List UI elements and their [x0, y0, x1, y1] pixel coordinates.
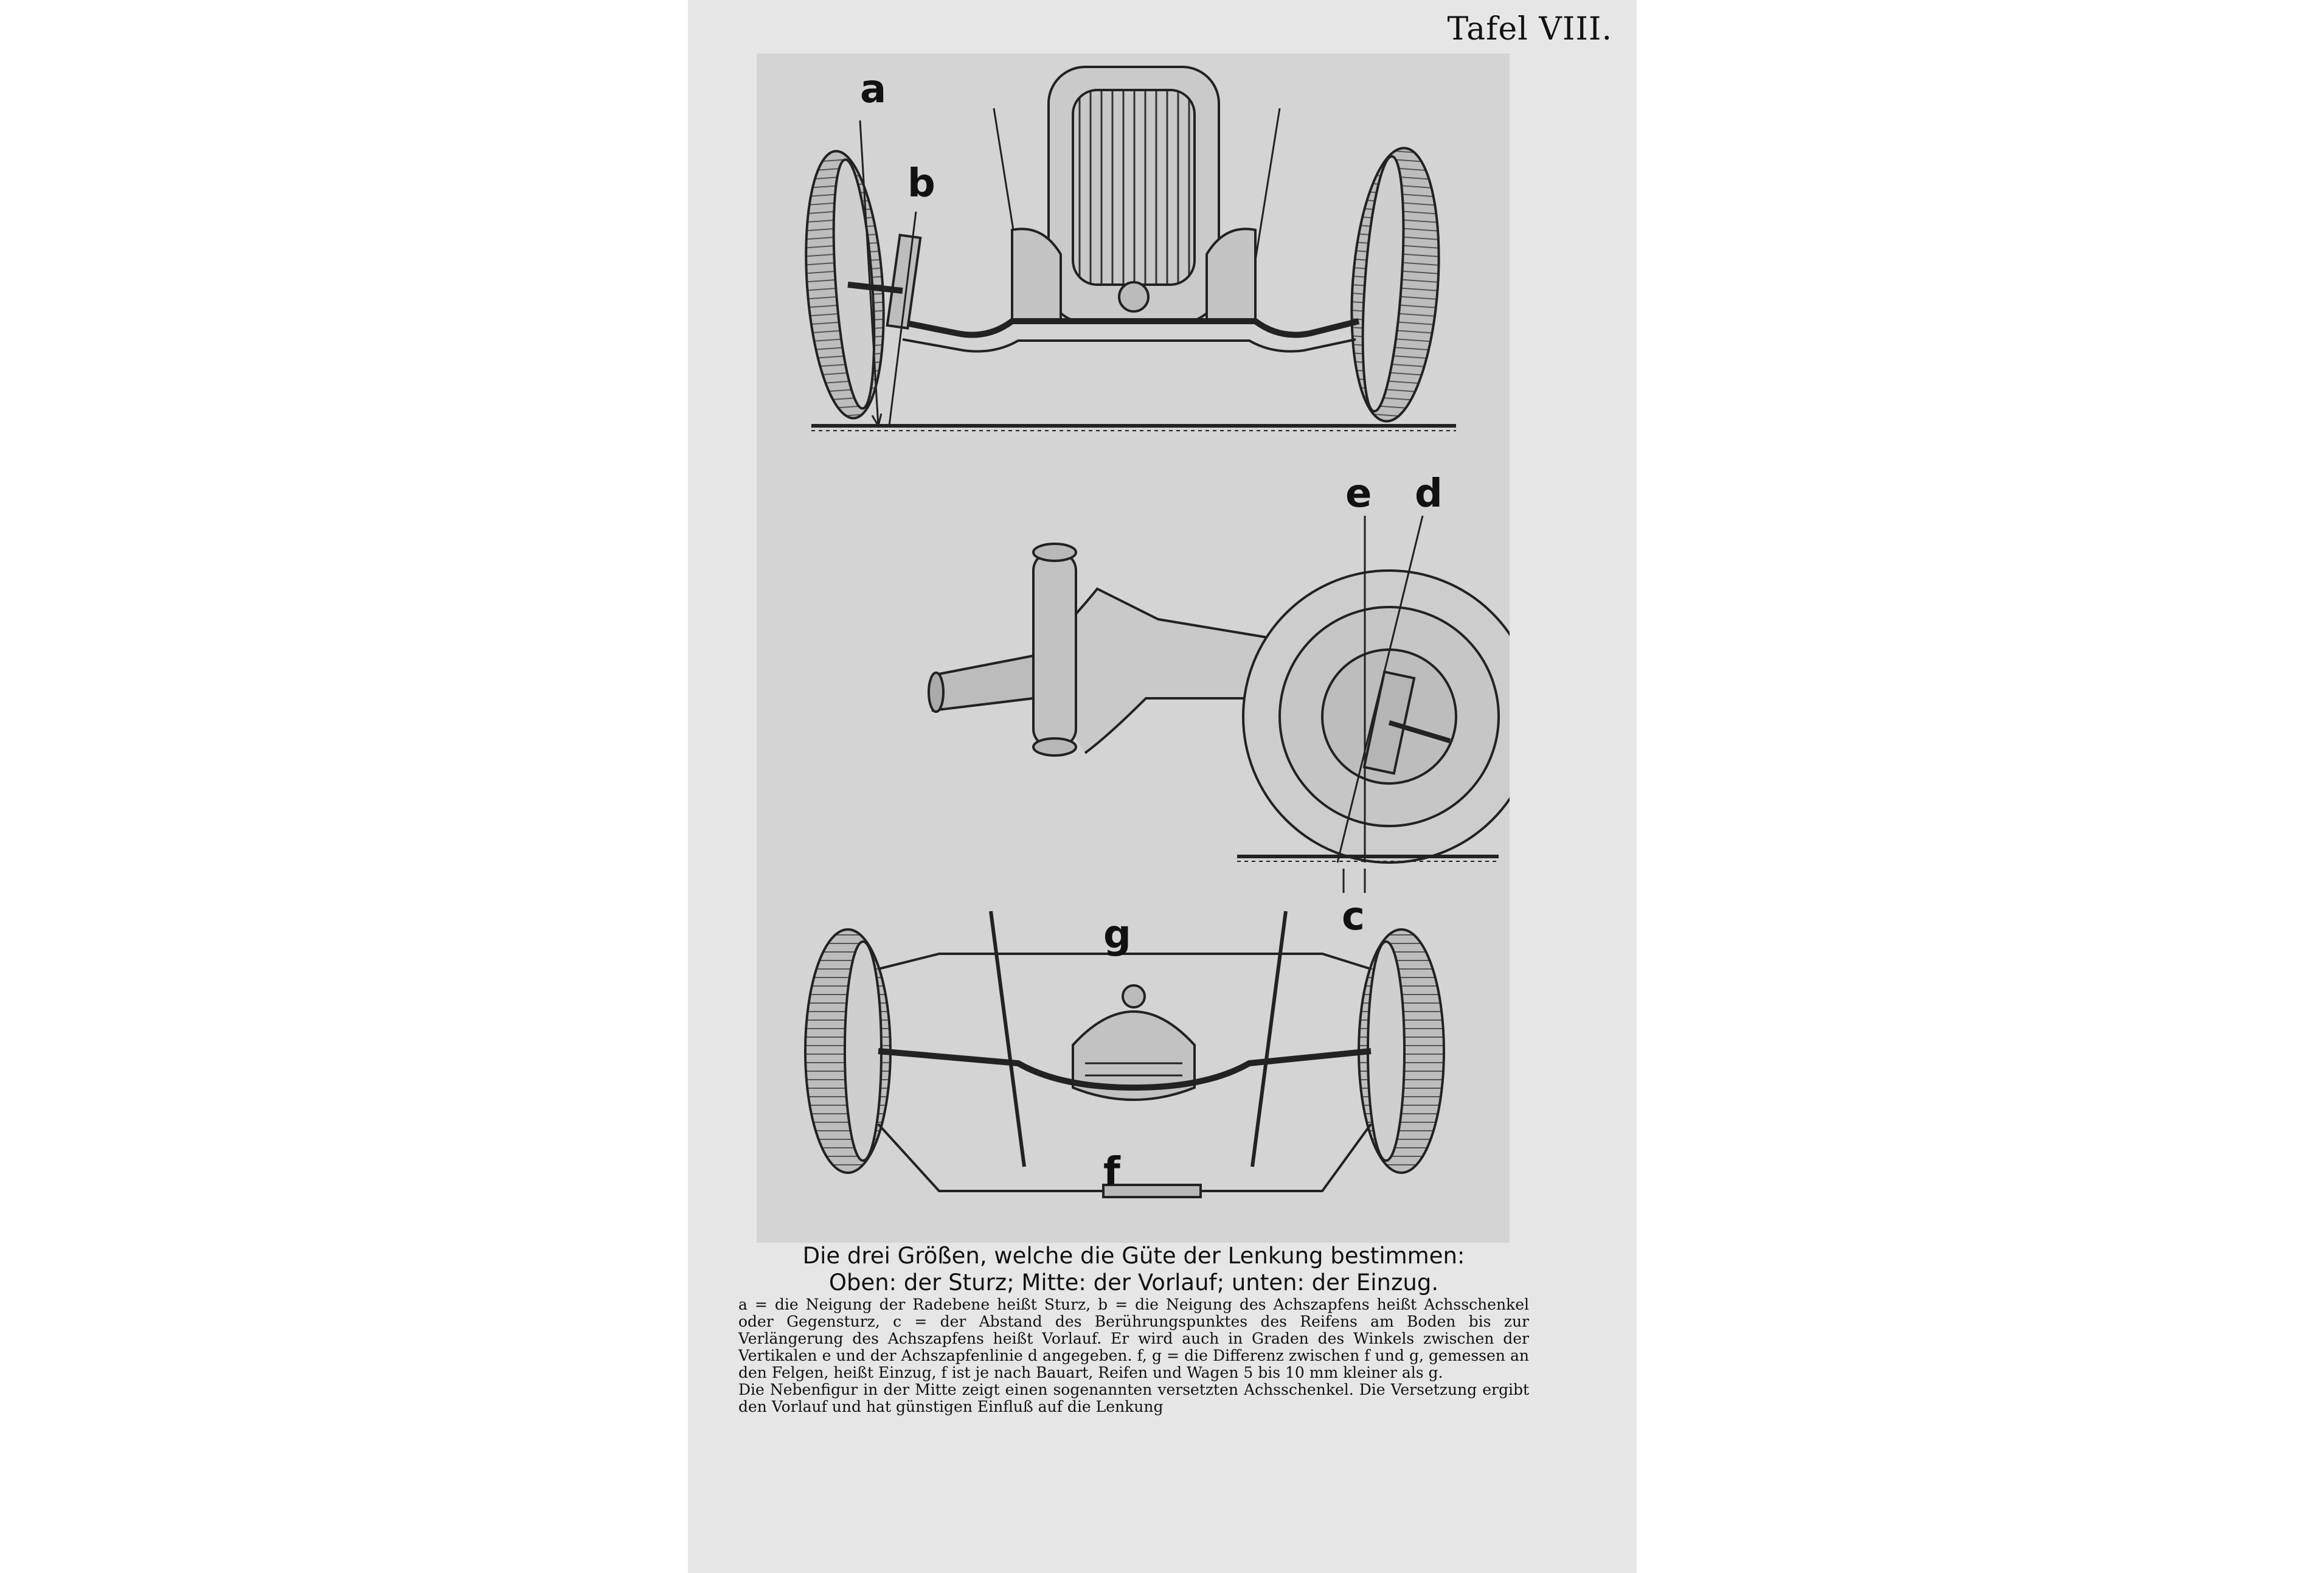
- caption-title-line-2: Oben: der Sturz; Mitte: der Vorlauf; unten: der Einzug.: [828, 1269, 1439, 1296]
- steering-geometry-illustration: [757, 54, 1510, 1243]
- label-d: d: [1415, 471, 1443, 516]
- right-wheel-top: [1343, 145, 1447, 425]
- plate-label: Tafel VIII.: [1447, 11, 1612, 47]
- figure-camber: [798, 67, 1456, 431]
- figure-caption: [738, 1243, 1529, 1415]
- line-f: [878, 1124, 1371, 1191]
- caption-body: [738, 1296, 1529, 1415]
- illustration-plate: [757, 54, 1510, 1243]
- left-wheel-top: [798, 148, 892, 421]
- front-axle-top: [897, 321, 1359, 335]
- caption-definitions: a = die Neigung der Radebene heißt Sturz, b = die Neigung des Achszapfens heißt Achsschenkel oder Gegensturz, c = der Abstand des Berührungspunktes des Reifens am Boden bis zur Verlängerung des Achszapfens heißt Vorlauf. Er wird auch in Graden des Winkels zwischen der Vertikalen e und der Achszapfenlinie d angegeben. f, g = die Differenz zwischen f und g, gemessen an den Felgen, heißt Einzug, f ist je nach Bauart, Reifen und Wagen 5 bis 10 mm kleiner als g.: [738, 1296, 1529, 1381]
- figure-caster: [1237, 516, 1510, 893]
- book-page: [688, 0, 1637, 1573]
- label-b: b: [907, 161, 935, 206]
- caption-title-line-1: Die drei Größen, welche die Güte der Lenkung bestimmen:: [802, 1243, 1465, 1269]
- label-c: c: [1342, 894, 1365, 939]
- label-a: a: [860, 67, 887, 112]
- caption-note: Die Nebenfigur in der Mitte zeigt einen sogenannten versetzten Achsschenkel. Die Versetzung ergibt den Vorlauf und hat günstigen Einfluß auf die Lenkung: [738, 1381, 1529, 1415]
- label-g: g: [1103, 912, 1131, 957]
- label-e: e: [1345, 471, 1372, 516]
- label-f: f: [1103, 1150, 1120, 1195]
